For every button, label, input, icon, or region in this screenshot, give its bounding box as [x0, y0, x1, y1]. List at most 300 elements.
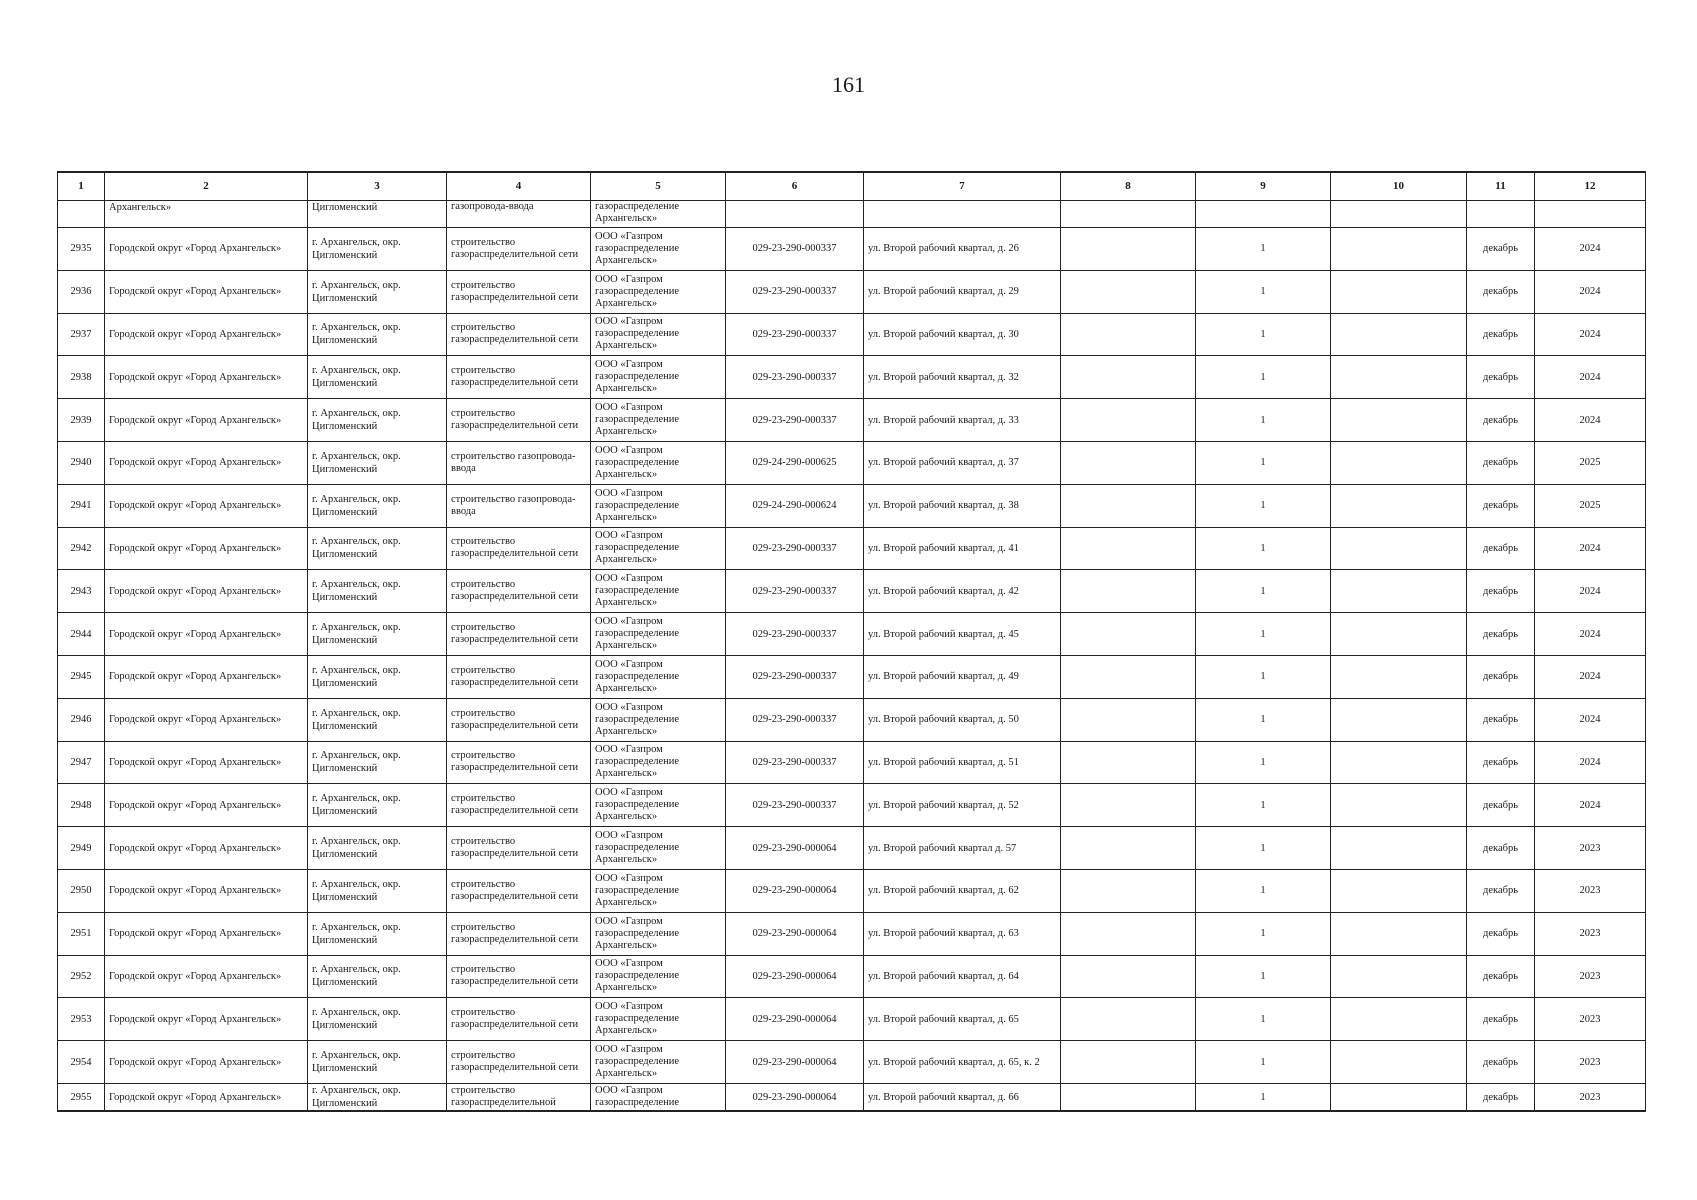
cell-row-number: 2942	[58, 527, 105, 570]
cell-col-10	[1331, 655, 1467, 698]
cell-count: 1	[1196, 741, 1331, 784]
cell-locality: г. Архангельск, окр. Цигломенский	[308, 613, 447, 656]
cell-locality: г. Архангельск, окр. Цигломенский	[308, 441, 447, 484]
cell-month: декабрь	[1467, 912, 1535, 955]
cell-year: 2024	[1535, 655, 1646, 698]
cell-program-code: 029-23-290-000337	[726, 698, 864, 741]
cell-municipality: Городской округ «Город Архангельск»	[105, 527, 308, 570]
cell-count: 1	[1196, 827, 1331, 870]
cell-locality: Цигломенский	[308, 201, 447, 228]
cell-address: ул. Второй рабочий квартал, д. 63	[864, 912, 1061, 955]
data-table	[57, 171, 1646, 1112]
cell-program-code: 029-23-290-000064	[726, 955, 864, 998]
cell-col-10	[1331, 228, 1467, 271]
cell-address: ул. Второй рабочий квартал, д. 64	[864, 955, 1061, 998]
cell-locality: г. Архангельск, окр. Цигломенский	[308, 527, 447, 570]
cell-col-10	[1331, 827, 1467, 870]
cell-organization: ООО «Газпром газораспределение	[591, 1083, 726, 1111]
column-header-4: 4	[447, 172, 591, 201]
cell-col-8	[1061, 655, 1196, 698]
cell-col-8	[1061, 527, 1196, 570]
cell-organization: ООО «Газпром газораспределение Архангельск»	[591, 1041, 726, 1084]
cell-address: ул. Второй рабочий квартал, д. 66	[864, 1083, 1061, 1111]
cell-municipality: Городской округ «Город Архангельск»	[105, 228, 308, 271]
cell-organization: ООО «Газпром газораспределение Архангельск»	[591, 784, 726, 827]
cell-month: декабрь	[1467, 655, 1535, 698]
cell-col-8	[1061, 869, 1196, 912]
cell-col-10	[1331, 356, 1467, 399]
cell-year	[1535, 201, 1646, 228]
cell-year: 2025	[1535, 484, 1646, 527]
cell-organization: ООО «Газпром газораспределение Архангельск»	[591, 441, 726, 484]
cell-row-number: 2947	[58, 741, 105, 784]
cell-program-code: 029-23-290-000064	[726, 912, 864, 955]
cell-program-code: 029-23-290-000064	[726, 1041, 864, 1084]
cell-municipality: Городской округ «Город Архангельск»	[105, 827, 308, 870]
cell-year: 2024	[1535, 698, 1646, 741]
cell-locality: г. Архангельск, окр. Цигломенский	[308, 655, 447, 698]
cell-month: декабрь	[1467, 613, 1535, 656]
cell-month: декабрь	[1467, 998, 1535, 1041]
cell-municipality: Городской округ «Город Архангельск»	[105, 998, 308, 1041]
cell-organization: ООО «Газпром газораспределение Архангельск»	[591, 998, 726, 1041]
cell-row-number: 2936	[58, 270, 105, 313]
cell-col-10	[1331, 201, 1467, 228]
cell-col-10	[1331, 270, 1467, 313]
cell-count: 1	[1196, 655, 1331, 698]
table-row	[58, 313, 1646, 356]
cell-row-number	[58, 201, 105, 228]
cell-month: декабрь	[1467, 399, 1535, 442]
cell-col-8	[1061, 613, 1196, 656]
cell-month: декабрь	[1467, 1083, 1535, 1111]
table-row	[58, 570, 1646, 613]
cell-col-10	[1331, 1083, 1467, 1111]
cell-municipality: Городской округ «Город Архангельск»	[105, 613, 308, 656]
table-row	[58, 228, 1646, 271]
cell-count: 1	[1196, 527, 1331, 570]
column-header-12: 12	[1535, 172, 1646, 201]
cell-year: 2023	[1535, 1041, 1646, 1084]
table-row	[58, 869, 1646, 912]
cell-work-type: строительство газораспределительной сети	[447, 228, 591, 271]
cell-month: декабрь	[1467, 570, 1535, 613]
column-header-3: 3	[308, 172, 447, 201]
table-row	[58, 912, 1646, 955]
cell-municipality: Городской округ «Город Архангельск»	[105, 784, 308, 827]
cell-program-code: 029-23-290-000337	[726, 356, 864, 399]
cell-program-code: 029-23-290-000064	[726, 998, 864, 1041]
cell-work-type: строительство газораспределительной сети	[447, 655, 591, 698]
table-row	[58, 655, 1646, 698]
cell-row-number: 2949	[58, 827, 105, 870]
cell-count: 1	[1196, 228, 1331, 271]
cell-year: 2023	[1535, 912, 1646, 955]
cell-address: ул. Второй рабочий квартал, д. 65	[864, 998, 1061, 1041]
cell-municipality: Городской округ «Город Архангельск»	[105, 955, 308, 998]
table-row	[58, 201, 1646, 228]
table-row	[58, 484, 1646, 527]
cell-row-number: 2937	[58, 313, 105, 356]
cell-program-code: 029-23-290-000337	[726, 655, 864, 698]
cell-year: 2025	[1535, 441, 1646, 484]
cell-locality: г. Архангельск, окр. Цигломенский	[308, 698, 447, 741]
cell-locality: г. Архангельск, окр. Цигломенский	[308, 313, 447, 356]
cell-row-number: 2954	[58, 1041, 105, 1084]
cell-col-8	[1061, 356, 1196, 399]
cell-program-code: 029-23-290-000337	[726, 313, 864, 356]
cell-address: ул. Второй рабочий квартал, д. 65, к. 2	[864, 1041, 1061, 1084]
cell-col-10	[1331, 527, 1467, 570]
cell-organization: ООО «Газпром газораспределение Архангельск»	[591, 827, 726, 870]
cell-row-number: 2952	[58, 955, 105, 998]
cell-address: ул. Второй рабочий квартал, д. 26	[864, 228, 1061, 271]
cell-year: 2023	[1535, 827, 1646, 870]
cell-work-type: строительство газораспределительной сети	[447, 1041, 591, 1084]
cell-address: ул. Второй рабочий квартал, д. 29	[864, 270, 1061, 313]
cell-month: декабрь	[1467, 741, 1535, 784]
cell-count: 1	[1196, 784, 1331, 827]
cell-count: 1	[1196, 998, 1331, 1041]
cell-count: 1	[1196, 570, 1331, 613]
cell-col-10	[1331, 955, 1467, 998]
table-row	[58, 698, 1646, 741]
cell-organization: ООО «Газпром газораспределение Архангельск»	[591, 356, 726, 399]
cell-col-8	[1061, 998, 1196, 1041]
table-row	[58, 441, 1646, 484]
cell-municipality: Городской округ «Город Архангельск»	[105, 1041, 308, 1084]
cell-col-8	[1061, 1083, 1196, 1111]
cell-municipality: Городской округ «Город Архангельск»	[105, 484, 308, 527]
cell-col-10	[1331, 570, 1467, 613]
cell-municipality: Городской округ «Город Архангельск»	[105, 912, 308, 955]
cell-program-code: 029-23-290-000337	[726, 784, 864, 827]
cell-count	[1196, 201, 1331, 228]
cell-col-10	[1331, 784, 1467, 827]
cell-program-code: 029-23-290-000337	[726, 270, 864, 313]
cell-program-code: 029-23-290-000337	[726, 399, 864, 442]
cell-municipality: Городской округ «Город Архангельск»	[105, 655, 308, 698]
cell-locality: г. Архангельск, окр. Цигломенский	[308, 484, 447, 527]
cell-count: 1	[1196, 484, 1331, 527]
cell-col-10	[1331, 741, 1467, 784]
cell-municipality: Городской округ «Город Архангельск»	[105, 698, 308, 741]
cell-year: 2023	[1535, 998, 1646, 1041]
cell-organization: ООО «Газпром газораспределение Архангельск»	[591, 270, 726, 313]
cell-organization: ООО «Газпром газораспределение Архангельск»	[591, 313, 726, 356]
cell-work-type: строительство газораспределительной сети	[447, 613, 591, 656]
cell-count: 1	[1196, 356, 1331, 399]
cell-month: декабрь	[1467, 698, 1535, 741]
column-header-8: 8	[1061, 172, 1196, 201]
cell-work-type: строительство газораспределительной сети	[447, 998, 591, 1041]
cell-col-10	[1331, 441, 1467, 484]
cell-organization: ООО «Газпром газораспределение Архангельск»	[591, 613, 726, 656]
cell-row-number: 2951	[58, 912, 105, 955]
cell-month: декабрь	[1467, 484, 1535, 527]
cell-count: 1	[1196, 313, 1331, 356]
cell-work-type: строительство газораспределительной сети	[447, 313, 591, 356]
cell-work-type: строительство газораспределительной сети	[447, 869, 591, 912]
cell-work-type: строительство газораспределительной сети	[447, 741, 591, 784]
cell-address: ул. Второй рабочий квартал, д. 41	[864, 527, 1061, 570]
cell-row-number: 2944	[58, 613, 105, 656]
cell-year: 2023	[1535, 955, 1646, 998]
cell-municipality: Городской округ «Город Архангельск»	[105, 399, 308, 442]
cell-locality: г. Архангельск, окр. Цигломенский	[308, 228, 447, 271]
cell-year: 2024	[1535, 399, 1646, 442]
column-header-10: 10	[1331, 172, 1467, 201]
cell-col-8	[1061, 741, 1196, 784]
cell-year: 2024	[1535, 313, 1646, 356]
cell-locality: г. Архангельск, окр. Цигломенский	[308, 399, 447, 442]
cell-locality: г. Архангельск, окр. Цигломенский	[308, 955, 447, 998]
cell-col-8	[1061, 570, 1196, 613]
cell-col-10	[1331, 613, 1467, 656]
cell-address: ул. Второй рабочий квартал, д. 45	[864, 613, 1061, 656]
cell-month: декабрь	[1467, 1041, 1535, 1084]
cell-row-number: 2938	[58, 356, 105, 399]
cell-organization: ООО «Газпром газораспределение Архангельск»	[591, 228, 726, 271]
cell-address: ул. Второй рабочий квартал, д. 38	[864, 484, 1061, 527]
cell-address: ул. Второй рабочий квартал, д. 42	[864, 570, 1061, 613]
cell-col-10	[1331, 698, 1467, 741]
cell-count: 1	[1196, 955, 1331, 998]
cell-year: 2024	[1535, 270, 1646, 313]
cell-work-type: строительство газопровода-ввода	[447, 484, 591, 527]
cell-count: 1	[1196, 613, 1331, 656]
cell-program-code: 029-23-290-000337	[726, 527, 864, 570]
table-row	[58, 1041, 1646, 1084]
cell-locality: г. Архангельск, окр. Цигломенский	[308, 741, 447, 784]
cell-month: декабрь	[1467, 270, 1535, 313]
cell-month: декабрь	[1467, 527, 1535, 570]
cell-program-code: 029-23-290-000064	[726, 1083, 864, 1111]
cell-row-number: 2948	[58, 784, 105, 827]
cell-organization: ООО «Газпром газораспределение Архангельск»	[591, 570, 726, 613]
cell-col-8	[1061, 698, 1196, 741]
cell-work-type: газопровода-ввода	[447, 201, 591, 228]
cell-col-8	[1061, 399, 1196, 442]
cell-col-8	[1061, 827, 1196, 870]
cell-col-10	[1331, 912, 1467, 955]
cell-count: 1	[1196, 441, 1331, 484]
cell-address: ул. Второй рабочий квартал, д. 51	[864, 741, 1061, 784]
cell-row-number: 2943	[58, 570, 105, 613]
table-row	[58, 784, 1646, 827]
cell-count: 1	[1196, 698, 1331, 741]
cell-month: декабрь	[1467, 955, 1535, 998]
cell-locality: г. Архангельск, окр. Цигломенский	[308, 912, 447, 955]
cell-row-number: 2939	[58, 399, 105, 442]
column-header-1: 1	[58, 172, 105, 201]
cell-count: 1	[1196, 399, 1331, 442]
table-row	[58, 613, 1646, 656]
header-row	[58, 172, 1646, 201]
table-row	[58, 1083, 1646, 1111]
cell-address: ул. Второй рабочий квартал, д. 50	[864, 698, 1061, 741]
cell-year: 2024	[1535, 228, 1646, 271]
cell-col-8	[1061, 912, 1196, 955]
cell-count: 1	[1196, 270, 1331, 313]
cell-col-10	[1331, 313, 1467, 356]
cell-program-code: 029-23-290-000064	[726, 827, 864, 870]
cell-month: декабрь	[1467, 784, 1535, 827]
cell-work-type: строительство газораспределительной сети	[447, 955, 591, 998]
cell-row-number: 2941	[58, 484, 105, 527]
column-header-5: 5	[591, 172, 726, 201]
cell-municipality: Городской округ «Город Архангельск»	[105, 869, 308, 912]
cell-col-8	[1061, 1041, 1196, 1084]
cell-address: ул. Второй рабочий квартал, д. 37	[864, 441, 1061, 484]
cell-month: декабрь	[1467, 228, 1535, 271]
cell-month: декабрь	[1467, 827, 1535, 870]
cell-locality: г. Архангельск, окр. Цигломенский	[308, 1083, 447, 1111]
cell-address: ул. Второй рабочий квартал, д. 62	[864, 869, 1061, 912]
column-header-9: 9	[1196, 172, 1331, 201]
cell-col-8	[1061, 784, 1196, 827]
cell-work-type: строительство газораспределительной сети	[447, 270, 591, 313]
cell-work-type: строительство газораспределительной сети	[447, 784, 591, 827]
cell-col-8	[1061, 484, 1196, 527]
cell-count: 1	[1196, 1083, 1331, 1111]
table-row	[58, 399, 1646, 442]
table-row	[58, 827, 1646, 870]
table-row	[58, 998, 1646, 1041]
cell-locality: г. Архангельск, окр. Цигломенский	[308, 356, 447, 399]
cell-municipality: Городской округ «Город Архангельск»	[105, 313, 308, 356]
cell-row-number: 2955	[58, 1083, 105, 1111]
cell-work-type: строительство газораспределительной сети	[447, 527, 591, 570]
cell-address: ул. Второй рабочий квартал д. 57	[864, 827, 1061, 870]
cell-program-code: 029-24-290-000624	[726, 484, 864, 527]
cell-program-code: 029-23-290-000337	[726, 741, 864, 784]
cell-col-8	[1061, 313, 1196, 356]
cell-month: декабрь	[1467, 356, 1535, 399]
cell-work-type: строительство газораспределительной сети	[447, 570, 591, 613]
cell-col-10	[1331, 399, 1467, 442]
column-header-2: 2	[105, 172, 308, 201]
table-row	[58, 955, 1646, 998]
cell-work-type: строительство газораспределительной сети	[447, 399, 591, 442]
cell-municipality: Городской округ «Город Архангельск»	[105, 441, 308, 484]
cell-municipality: Городской округ «Город Архангельск»	[105, 570, 308, 613]
cell-municipality: Архангельск»	[105, 201, 308, 228]
cell-address: ул. Второй рабочий квартал, д. 30	[864, 313, 1061, 356]
cell-organization: ООО «Газпром газораспределение Архангельск»	[591, 869, 726, 912]
cell-program-code: 029-23-290-000337	[726, 570, 864, 613]
cell-month: декабрь	[1467, 869, 1535, 912]
cell-year: 2024	[1535, 741, 1646, 784]
cell-locality: г. Архангельск, окр. Цигломенский	[308, 1041, 447, 1084]
cell-count: 1	[1196, 912, 1331, 955]
cell-row-number: 2935	[58, 228, 105, 271]
cell-col-8	[1061, 270, 1196, 313]
column-header-7: 7	[864, 172, 1061, 201]
cell-work-type: строительство газораспределительной	[447, 1083, 591, 1111]
cell-locality: г. Архангельск, окр. Цигломенский	[308, 570, 447, 613]
cell-work-type: строительство газораспределительной сети	[447, 356, 591, 399]
cell-row-number: 2946	[58, 698, 105, 741]
cell-row-number: 2953	[58, 998, 105, 1041]
cell-year: 2024	[1535, 784, 1646, 827]
cell-address: ул. Второй рабочий квартал, д. 33	[864, 399, 1061, 442]
cell-program-code	[726, 201, 864, 228]
cell-work-type: строительство газораспределительной сети	[447, 827, 591, 870]
cell-locality: г. Архангельск, окр. Цигломенский	[308, 827, 447, 870]
cell-col-8	[1061, 201, 1196, 228]
table-header	[58, 172, 1646, 201]
cell-organization: ООО «Газпром газораспределение Архангельск»	[591, 955, 726, 998]
cell-work-type: строительство газопровода-ввода	[447, 441, 591, 484]
cell-col-8	[1061, 441, 1196, 484]
cell-row-number: 2950	[58, 869, 105, 912]
cell-locality: г. Архангельск, окр. Цигломенский	[308, 270, 447, 313]
cell-row-number: 2940	[58, 441, 105, 484]
table-row	[58, 527, 1646, 570]
cell-organization: ООО «Газпром газораспределение Архангельск»	[591, 527, 726, 570]
cell-count: 1	[1196, 869, 1331, 912]
cell-program-code: 029-23-290-000337	[726, 613, 864, 656]
cell-locality: г. Архангельск, окр. Цигломенский	[308, 869, 447, 912]
cell-organization: газораспределение Архангельск»	[591, 201, 726, 228]
cell-work-type: строительство газораспределительной сети	[447, 698, 591, 741]
cell-organization: ООО «Газпром газораспределение Архангельск»	[591, 698, 726, 741]
page-number: 161	[832, 72, 865, 97]
cell-row-number: 2945	[58, 655, 105, 698]
table-row	[58, 741, 1646, 784]
cell-locality: г. Архангельск, окр. Цигломенский	[308, 784, 447, 827]
table-row	[58, 270, 1646, 313]
cell-program-code: 029-23-290-000064	[726, 869, 864, 912]
cell-municipality: Городской округ «Город Архангельск»	[105, 741, 308, 784]
cell-col-10	[1331, 869, 1467, 912]
cell-organization: ООО «Газпром газораспределение Архангельск»	[591, 655, 726, 698]
cell-locality: г. Архангельск, окр. Цигломенский	[308, 998, 447, 1041]
cell-organization: ООО «Газпром газораспределение Архангельск»	[591, 741, 726, 784]
column-header-6: 6	[726, 172, 864, 201]
cell-organization: ООО «Газпром газораспределение Архангельск»	[591, 484, 726, 527]
cell-year: 2024	[1535, 527, 1646, 570]
cell-address: ул. Второй рабочий квартал, д. 49	[864, 655, 1061, 698]
cell-address: ул. Второй рабочий квартал, д. 52	[864, 784, 1061, 827]
cell-col-8	[1061, 228, 1196, 271]
cell-municipality: Городской округ «Город Архангельск»	[105, 1083, 308, 1111]
cell-program-code: 029-24-290-000625	[726, 441, 864, 484]
cell-organization: ООО «Газпром газораспределение Архангельск»	[591, 912, 726, 955]
cell-col-10	[1331, 1041, 1467, 1084]
cell-col-8	[1061, 955, 1196, 998]
cell-year: 2024	[1535, 356, 1646, 399]
cell-month: декабрь	[1467, 313, 1535, 356]
cell-month: декабрь	[1467, 441, 1535, 484]
cell-work-type: строительство газораспределительной сети	[447, 912, 591, 955]
cell-col-10	[1331, 484, 1467, 527]
cell-program-code: 029-23-290-000337	[726, 228, 864, 271]
cell-municipality: Городской округ «Город Архангельск»	[105, 270, 308, 313]
cell-year: 2023	[1535, 1083, 1646, 1111]
table-row	[58, 356, 1646, 399]
cell-municipality: Городской округ «Город Архангельск»	[105, 356, 308, 399]
column-header-11: 11	[1467, 172, 1535, 201]
cell-col-10	[1331, 998, 1467, 1041]
cell-year: 2024	[1535, 613, 1646, 656]
cell-address	[864, 201, 1061, 228]
cell-organization: ООО «Газпром газораспределение Архангельск»	[591, 399, 726, 442]
cell-month	[1467, 201, 1535, 228]
cell-count: 1	[1196, 1041, 1331, 1084]
cell-year: 2024	[1535, 570, 1646, 613]
